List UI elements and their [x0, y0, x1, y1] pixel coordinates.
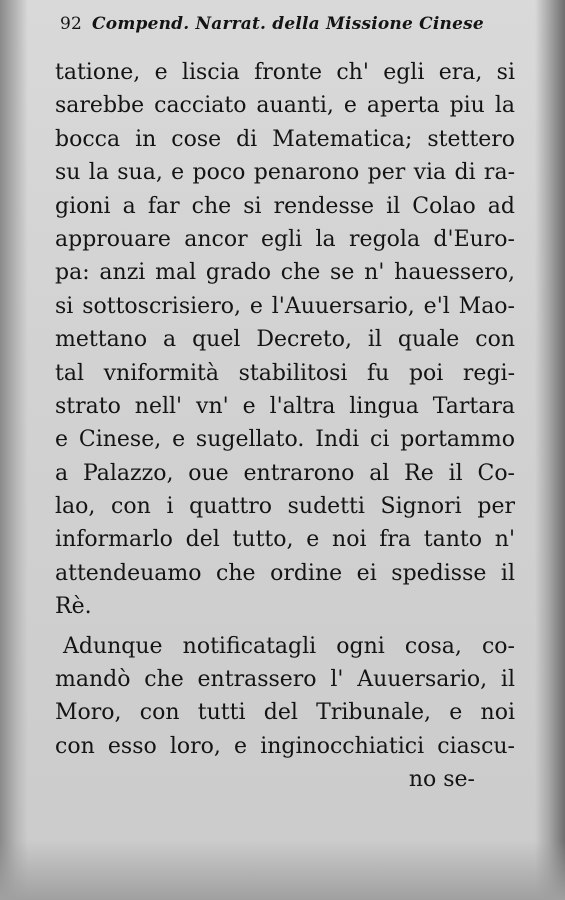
text-line: sarebbe cacciato auanti, e aperta piu la [55, 93, 515, 119]
text-line: Adunque notificatagli ogni cosa, co- [63, 633, 515, 659]
text-line: attendeuamo che ordine ei spedisse il [55, 560, 515, 586]
text-line: si sottoscrisiero, e l'Auuersario, e'l Mao- [55, 293, 515, 319]
page-bottom-edge [0, 840, 565, 900]
text-line: lao, con i quattro sudetti Signori per [55, 494, 515, 520]
text-line: con esso loro, e inginocchiatici ciascu- [55, 733, 515, 759]
text-line: gioni a far che si rendesse il Colao ad [55, 193, 515, 219]
page-right-edge [535, 0, 565, 900]
text-line: tal vniformità stabilitosi fu poi regi- [55, 360, 515, 386]
text-line: approuare ancor egli la regola d'Euro- [55, 226, 515, 252]
text-line: su la sua, e poco penarono per via di ra- [55, 160, 515, 186]
text-line: pa: anzi mal grado che se n' hauessero, [55, 260, 515, 286]
text-line: informarlo del tutto, e noi fra tanto n' [55, 527, 515, 553]
text-line: Moro, con tutti del Tribunale, e noi [55, 700, 515, 726]
catchword: no se- [408, 767, 475, 793]
text-line: e Cinese, e sugellato. Indi ci portammo [55, 427, 515, 453]
text-line: bocca in cose di Matematica; stettero [55, 126, 515, 152]
text-line: mettano a quel Decreto, il quale con [55, 327, 515, 353]
running-head [60, 14, 505, 34]
page-number: 92 [60, 14, 83, 34]
paragraph-1 [55, 56, 515, 624]
text-line: Rè. [55, 594, 92, 620]
text-line: tatione, e liscia fronte ch' egli era, si [55, 60, 515, 85]
text-line: strato nell' vn' e l'altra lingua Tartara [55, 393, 515, 419]
body-text [55, 56, 515, 797]
text-line: a Palazzo, oue entrarono al Re il Co- [55, 460, 515, 486]
text-line: mandò che entrassero l' Auuersario, il [55, 667, 515, 693]
page-left-edge [0, 0, 28, 900]
running-title: Compend. Narrat. della Missione Cinese [92, 14, 484, 34]
paragraph-2 [55, 630, 515, 764]
